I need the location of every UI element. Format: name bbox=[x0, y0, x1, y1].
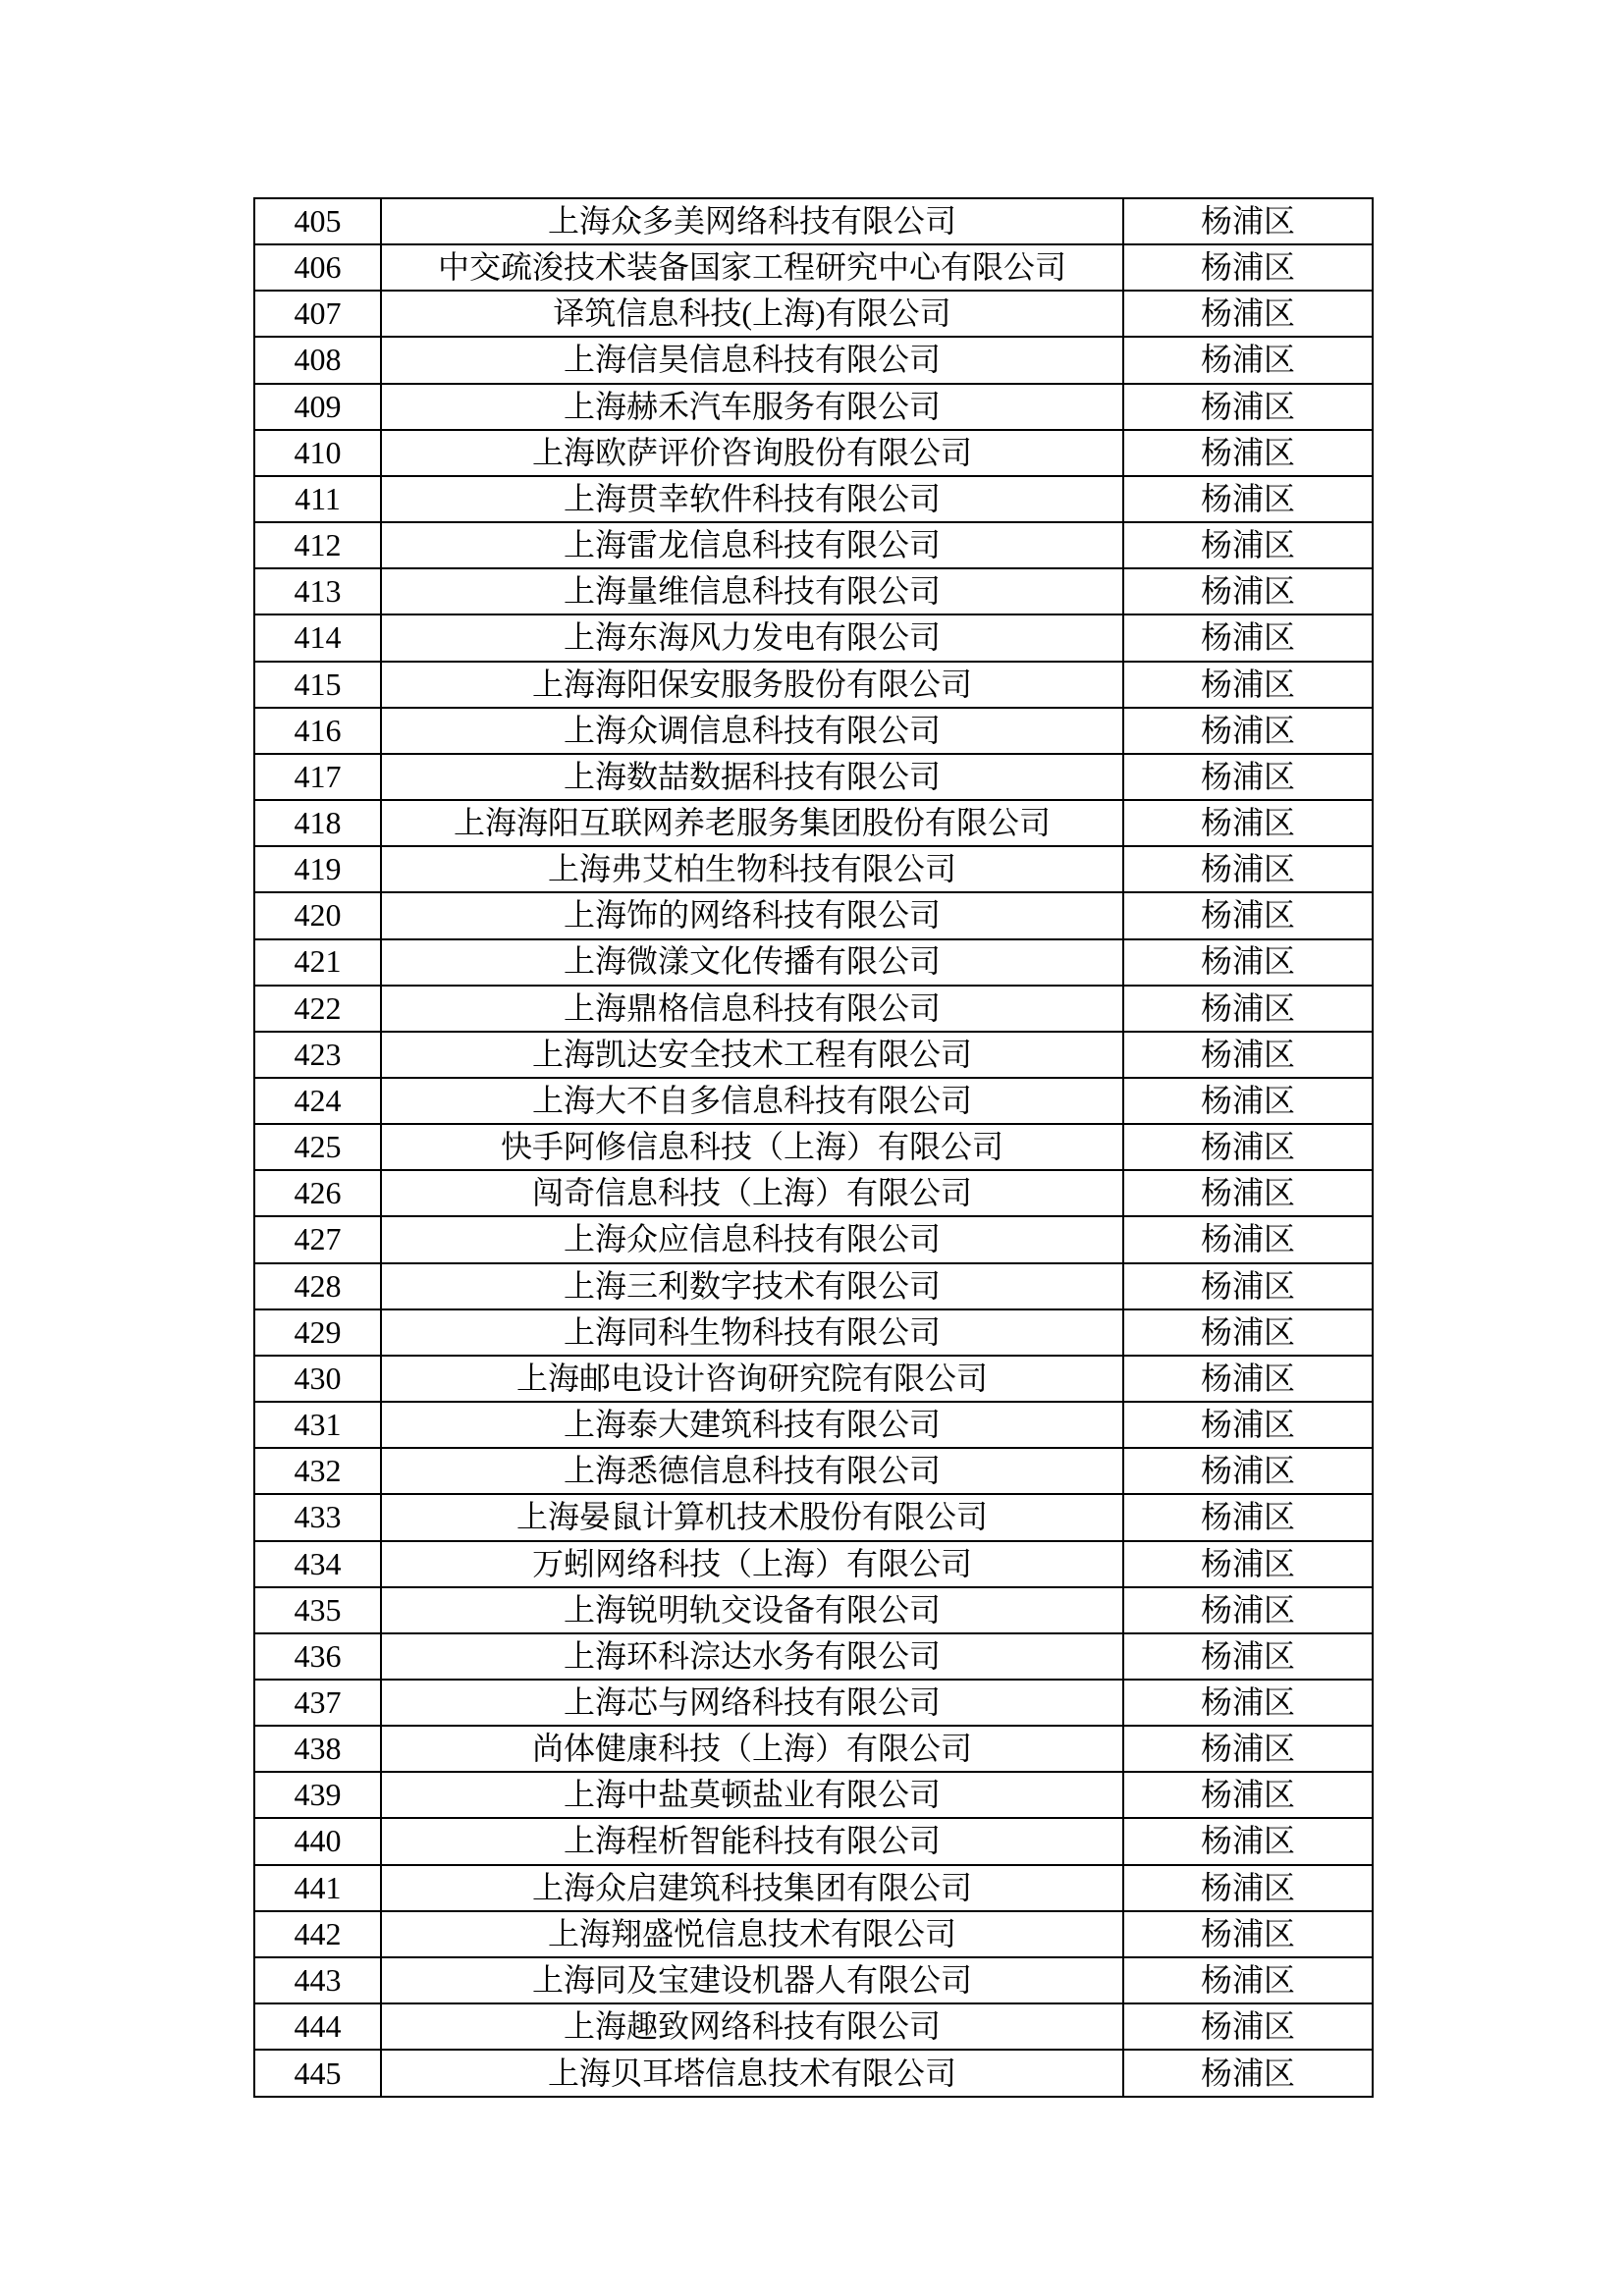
district-cell: 杨浦区 bbox=[1123, 754, 1373, 800]
row-number-cell: 421 bbox=[254, 939, 381, 986]
district-cell: 杨浦区 bbox=[1123, 1448, 1373, 1494]
table-row bbox=[254, 1078, 1373, 1124]
district-cell: 杨浦区 bbox=[1123, 2050, 1373, 2097]
company-name-cell: 上海邮电设计咨询研究院有限公司 bbox=[381, 1356, 1123, 1402]
district-cell: 杨浦区 bbox=[1123, 1911, 1373, 1957]
district-cell: 杨浦区 bbox=[1123, 1633, 1373, 1680]
table-row bbox=[254, 568, 1373, 614]
district-cell: 杨浦区 bbox=[1123, 986, 1373, 1032]
table-row bbox=[254, 1216, 1373, 1262]
row-number-cell: 419 bbox=[254, 846, 381, 892]
company-name-cell: 上海悉德信息科技有限公司 bbox=[381, 1448, 1123, 1494]
table-row bbox=[254, 614, 1373, 661]
row-number-cell: 410 bbox=[254, 430, 381, 476]
row-number-cell: 406 bbox=[254, 244, 381, 291]
row-number-cell: 425 bbox=[254, 1124, 381, 1170]
row-number-cell: 405 bbox=[254, 198, 381, 244]
row-number-cell: 424 bbox=[254, 1078, 381, 1124]
district-cell: 杨浦区 bbox=[1123, 1309, 1373, 1356]
district-cell: 杨浦区 bbox=[1123, 1957, 1373, 2003]
table-row bbox=[254, 244, 1373, 291]
row-number-cell: 433 bbox=[254, 1494, 381, 1540]
company-name-cell: 上海鼎格信息科技有限公司 bbox=[381, 986, 1123, 1032]
table-row bbox=[254, 1170, 1373, 1216]
district-cell: 杨浦区 bbox=[1123, 430, 1373, 476]
table-row bbox=[254, 1772, 1373, 1818]
district-cell: 杨浦区 bbox=[1123, 1772, 1373, 1818]
company-name-cell: 上海同科生物科技有限公司 bbox=[381, 1309, 1123, 1356]
table-row bbox=[254, 430, 1373, 476]
row-number-cell: 443 bbox=[254, 1957, 381, 2003]
district-cell: 杨浦区 bbox=[1123, 800, 1373, 846]
row-number-cell: 428 bbox=[254, 1263, 381, 1309]
table-row bbox=[254, 522, 1373, 568]
company-name-cell: 上海量维信息科技有限公司 bbox=[381, 568, 1123, 614]
table-row bbox=[254, 1957, 1373, 2003]
table-row bbox=[254, 1865, 1373, 1911]
district-cell: 杨浦区 bbox=[1123, 1170, 1373, 1216]
table-row bbox=[254, 1448, 1373, 1494]
district-cell: 杨浦区 bbox=[1123, 1494, 1373, 1540]
row-number-cell: 413 bbox=[254, 568, 381, 614]
row-number-cell: 427 bbox=[254, 1216, 381, 1262]
company-name-cell: 上海众应信息科技有限公司 bbox=[381, 1216, 1123, 1262]
company-name-cell: 上海贯幸软件科技有限公司 bbox=[381, 476, 1123, 522]
company-name-cell: 上海凯达安全技术工程有限公司 bbox=[381, 1032, 1123, 1078]
table-row bbox=[254, 1726, 1373, 1772]
company-name-cell: 上海大不自多信息科技有限公司 bbox=[381, 1078, 1123, 1124]
company-name-cell: 上海海阳保安服务股份有限公司 bbox=[381, 662, 1123, 708]
company-name-cell: 上海同及宝建设机器人有限公司 bbox=[381, 1957, 1123, 2003]
row-number-cell: 442 bbox=[254, 1911, 381, 1957]
district-cell: 杨浦区 bbox=[1123, 614, 1373, 661]
company-name-cell: 上海贝耳塔信息技术有限公司 bbox=[381, 2050, 1123, 2097]
district-cell: 杨浦区 bbox=[1123, 1356, 1373, 1402]
district-cell: 杨浦区 bbox=[1123, 1032, 1373, 1078]
row-number-cell: 416 bbox=[254, 708, 381, 754]
company-name-cell: 上海环科淙达水务有限公司 bbox=[381, 1633, 1123, 1680]
district-cell: 杨浦区 bbox=[1123, 1818, 1373, 1864]
row-number-cell: 420 bbox=[254, 892, 381, 938]
row-number-cell: 440 bbox=[254, 1818, 381, 1864]
company-list-table bbox=[253, 197, 1374, 2098]
company-name-cell: 上海程析智能科技有限公司 bbox=[381, 1818, 1123, 1864]
table-row bbox=[254, 1818, 1373, 1864]
table-row bbox=[254, 1309, 1373, 1356]
table-row bbox=[254, 1633, 1373, 1680]
table-row bbox=[254, 1124, 1373, 1170]
table-row bbox=[254, 986, 1373, 1032]
company-name-cell: 上海微漾文化传播有限公司 bbox=[381, 939, 1123, 986]
row-number-cell: 441 bbox=[254, 1865, 381, 1911]
table-row bbox=[254, 337, 1373, 383]
district-cell: 杨浦区 bbox=[1123, 1216, 1373, 1262]
company-name-cell: 闯奇信息科技（上海）有限公司 bbox=[381, 1170, 1123, 1216]
district-cell: 杨浦区 bbox=[1123, 1541, 1373, 1587]
table-row bbox=[254, 662, 1373, 708]
row-number-cell: 422 bbox=[254, 986, 381, 1032]
row-number-cell: 444 bbox=[254, 2003, 381, 2050]
company-name-cell: 上海锐明轨交设备有限公司 bbox=[381, 1587, 1123, 1633]
table-row bbox=[254, 754, 1373, 800]
table-row bbox=[254, 2050, 1373, 2097]
district-cell: 杨浦区 bbox=[1123, 1680, 1373, 1726]
company-name-cell: 上海雷龙信息科技有限公司 bbox=[381, 522, 1123, 568]
company-name-cell: 上海众多美网络科技有限公司 bbox=[381, 198, 1123, 244]
district-cell: 杨浦区 bbox=[1123, 1587, 1373, 1633]
company-name-cell: 上海三利数字技术有限公司 bbox=[381, 1263, 1123, 1309]
district-cell: 杨浦区 bbox=[1123, 1726, 1373, 1772]
company-name-cell: 上海信昊信息科技有限公司 bbox=[381, 337, 1123, 383]
district-cell: 杨浦区 bbox=[1123, 1078, 1373, 1124]
company-name-cell: 上海泰大建筑科技有限公司 bbox=[381, 1402, 1123, 1448]
row-number-cell: 429 bbox=[254, 1309, 381, 1356]
district-cell: 杨浦区 bbox=[1123, 1263, 1373, 1309]
table-row bbox=[254, 1263, 1373, 1309]
company-name-cell: 上海中盐莫顿盐业有限公司 bbox=[381, 1772, 1123, 1818]
row-number-cell: 418 bbox=[254, 800, 381, 846]
district-cell: 杨浦区 bbox=[1123, 244, 1373, 291]
table-row bbox=[254, 939, 1373, 986]
company-name-cell: 译筑信息科技(上海)有限公司 bbox=[381, 291, 1123, 337]
district-cell: 杨浦区 bbox=[1123, 939, 1373, 986]
company-name-cell: 上海众启建筑科技集团有限公司 bbox=[381, 1865, 1123, 1911]
company-name-cell: 上海翔盛悦信息技术有限公司 bbox=[381, 1911, 1123, 1957]
company-name-cell: 上海海阳互联网养老服务集团股份有限公司 bbox=[381, 800, 1123, 846]
row-number-cell: 434 bbox=[254, 1541, 381, 1587]
row-number-cell: 417 bbox=[254, 754, 381, 800]
company-name-cell: 上海众调信息科技有限公司 bbox=[381, 708, 1123, 754]
company-name-cell: 上海数喆数据科技有限公司 bbox=[381, 754, 1123, 800]
district-cell: 杨浦区 bbox=[1123, 846, 1373, 892]
table-row bbox=[254, 291, 1373, 337]
company-name-cell: 尚体健康科技（上海）有限公司 bbox=[381, 1726, 1123, 1772]
district-cell: 杨浦区 bbox=[1123, 291, 1373, 337]
row-number-cell: 435 bbox=[254, 1587, 381, 1633]
table-row bbox=[254, 1402, 1373, 1448]
company-list-body bbox=[254, 198, 1373, 2097]
table-row bbox=[254, 1356, 1373, 1402]
company-name-cell: 上海晏鼠计算机技术股份有限公司 bbox=[381, 1494, 1123, 1540]
row-number-cell: 415 bbox=[254, 662, 381, 708]
row-number-cell: 411 bbox=[254, 476, 381, 522]
row-number-cell: 445 bbox=[254, 2050, 381, 2097]
district-cell: 杨浦区 bbox=[1123, 384, 1373, 430]
table-row bbox=[254, 384, 1373, 430]
row-number-cell: 414 bbox=[254, 614, 381, 661]
district-cell: 杨浦区 bbox=[1123, 892, 1373, 938]
table-row bbox=[254, 708, 1373, 754]
table-row bbox=[254, 1032, 1373, 1078]
company-name-cell: 上海东海风力发电有限公司 bbox=[381, 614, 1123, 661]
company-name-cell: 上海赫禾汽车服务有限公司 bbox=[381, 384, 1123, 430]
district-cell: 杨浦区 bbox=[1123, 198, 1373, 244]
row-number-cell: 409 bbox=[254, 384, 381, 430]
district-cell: 杨浦区 bbox=[1123, 568, 1373, 614]
company-name-cell: 上海趣致网络科技有限公司 bbox=[381, 2003, 1123, 2050]
company-name-cell: 中交疏浚技术装备国家工程研究中心有限公司 bbox=[381, 244, 1123, 291]
table-row bbox=[254, 1541, 1373, 1587]
row-number-cell: 432 bbox=[254, 1448, 381, 1494]
table-row bbox=[254, 476, 1373, 522]
table-row bbox=[254, 1587, 1373, 1633]
district-cell: 杨浦区 bbox=[1123, 1402, 1373, 1448]
table-row bbox=[254, 198, 1373, 244]
row-number-cell: 426 bbox=[254, 1170, 381, 1216]
row-number-cell: 431 bbox=[254, 1402, 381, 1448]
table-row bbox=[254, 1494, 1373, 1540]
district-cell: 杨浦区 bbox=[1123, 476, 1373, 522]
table-row bbox=[254, 800, 1373, 846]
district-cell: 杨浦区 bbox=[1123, 2003, 1373, 2050]
row-number-cell: 438 bbox=[254, 1726, 381, 1772]
district-cell: 杨浦区 bbox=[1123, 522, 1373, 568]
row-number-cell: 408 bbox=[254, 337, 381, 383]
table-row bbox=[254, 1911, 1373, 1957]
row-number-cell: 423 bbox=[254, 1032, 381, 1078]
row-number-cell: 430 bbox=[254, 1356, 381, 1402]
row-number-cell: 439 bbox=[254, 1772, 381, 1818]
row-number-cell: 436 bbox=[254, 1633, 381, 1680]
row-number-cell: 437 bbox=[254, 1680, 381, 1726]
district-cell: 杨浦区 bbox=[1123, 708, 1373, 754]
company-name-cell: 上海欧萨评价咨询股份有限公司 bbox=[381, 430, 1123, 476]
row-number-cell: 412 bbox=[254, 522, 381, 568]
table-row bbox=[254, 1680, 1373, 1726]
company-name-cell: 快手阿修信息科技（上海）有限公司 bbox=[381, 1124, 1123, 1170]
district-cell: 杨浦区 bbox=[1123, 1124, 1373, 1170]
district-cell: 杨浦区 bbox=[1123, 662, 1373, 708]
district-cell: 杨浦区 bbox=[1123, 1865, 1373, 1911]
company-name-cell: 上海弗艾柏生物科技有限公司 bbox=[381, 846, 1123, 892]
company-name-cell: 上海饰的网络科技有限公司 bbox=[381, 892, 1123, 938]
table-row bbox=[254, 2003, 1373, 2050]
row-number-cell: 407 bbox=[254, 291, 381, 337]
district-cell: 杨浦区 bbox=[1123, 337, 1373, 383]
company-name-cell: 万蚓网络科技（上海）有限公司 bbox=[381, 1541, 1123, 1587]
company-name-cell: 上海芯与网络科技有限公司 bbox=[381, 1680, 1123, 1726]
table-row bbox=[254, 892, 1373, 938]
table-row bbox=[254, 846, 1373, 892]
